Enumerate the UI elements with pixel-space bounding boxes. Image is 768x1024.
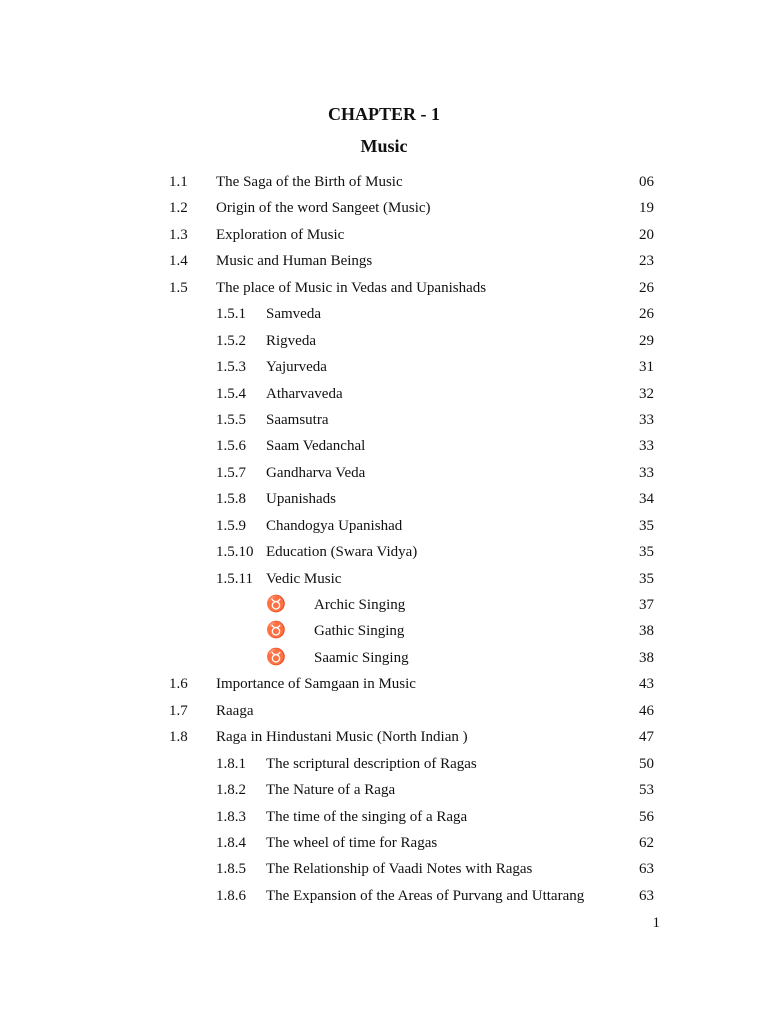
toc-entry-number: 1.8.3 xyxy=(216,808,246,825)
toc-entry-title: Yajurveda xyxy=(266,359,327,376)
toc-entry-number: 1.5.5 xyxy=(216,411,246,428)
toc-entry xyxy=(0,831,768,857)
toc-entry-title: Raga in Hindustani Music (North Indian ) xyxy=(216,729,468,746)
toc-entry xyxy=(0,540,768,566)
toc-entry-page: 47 xyxy=(639,729,654,746)
toc-entry-page: 20 xyxy=(639,226,654,243)
toc-entry-page: 62 xyxy=(639,834,654,851)
toc-entry-number: 1.5.1 xyxy=(216,306,246,323)
toc-entry xyxy=(0,408,768,434)
toc-entry xyxy=(0,699,768,725)
toc-entry-title: Saamic Singing xyxy=(314,649,409,666)
toc-entry xyxy=(0,514,768,540)
toc-entry xyxy=(0,593,768,619)
toc-entry-number: 1.5.10 xyxy=(216,544,254,561)
toc-entry xyxy=(0,249,768,275)
toc-entry-number: 1.5.4 xyxy=(216,385,246,402)
toc-entry xyxy=(0,752,768,778)
toc-entry-page: 35 xyxy=(639,517,654,534)
toc-entry-number: 1.7 xyxy=(169,702,188,719)
toc-entry-title: The Relationship of Vaadi Notes with Ragas xyxy=(266,861,533,878)
taurus-bullet-icon: ♉ xyxy=(266,648,286,666)
page-number: 1 xyxy=(652,915,660,931)
toc-entry xyxy=(0,725,768,751)
toc-entry-number: 1.8.5 xyxy=(216,861,246,878)
toc-entry xyxy=(0,355,768,381)
toc-entry xyxy=(0,646,768,672)
toc-entry-title: Vedic Music xyxy=(266,570,342,587)
toc-entry xyxy=(0,276,768,302)
toc-entry-page: 26 xyxy=(639,306,654,323)
toc-entry-number: 1.8.6 xyxy=(216,887,246,904)
toc-entry-title: The scriptural description of Ragas xyxy=(266,755,477,772)
toc-entry-page: 29 xyxy=(639,332,654,349)
toc-entry xyxy=(0,170,768,196)
toc-entry xyxy=(0,487,768,513)
toc-entry-title: The Saga of the Birth of Music xyxy=(216,174,403,190)
toc-entry xyxy=(0,382,768,408)
toc-entry-title: Gandharva Veda xyxy=(266,464,366,481)
toc-entry-number: 1.8.4 xyxy=(216,834,246,851)
toc-entry-page: 33 xyxy=(639,464,654,481)
toc-entry-title: Importance of Samgaan in Music xyxy=(216,676,416,693)
toc-entry-title: Chandogya Upanishad xyxy=(266,517,403,534)
toc-entry-title: Saamsutra xyxy=(266,411,329,428)
toc-entry-title: Saam Vedanchal xyxy=(266,438,366,455)
toc-entry xyxy=(0,672,768,698)
toc-entry-number: 1.2 xyxy=(169,200,188,217)
toc-entry-page: 26 xyxy=(639,279,654,296)
chapter-heading: CHAPTER - 1 xyxy=(328,104,440,124)
toc-entry-number: 1.3 xyxy=(169,226,188,243)
toc-entry-number: 1.5.8 xyxy=(216,491,246,508)
toc-entry-page: 53 xyxy=(639,782,654,799)
toc-entry-number: 1.8.2 xyxy=(216,782,246,799)
taurus-bullet-icon: ♉ xyxy=(266,622,286,640)
toc-entry-number: 1.5.2 xyxy=(216,332,246,349)
toc-entry-title: Education (Swara Vidya) xyxy=(266,544,418,561)
toc-entry-number: 1.5 xyxy=(169,279,188,296)
toc-entry-number: 1.5.7 xyxy=(216,464,246,481)
table-of-contents xyxy=(0,170,768,910)
toc-entry xyxy=(0,223,768,249)
toc-entry-page: 38 xyxy=(639,623,654,640)
toc-entry-title: Samveda xyxy=(266,306,321,323)
toc-entry-number: 1.8.1 xyxy=(216,755,246,772)
toc-entry-page: 63 xyxy=(639,887,654,904)
toc-entry xyxy=(0,805,768,831)
toc-entry-number: 1.4 xyxy=(169,253,188,270)
toc-entry-page: 38 xyxy=(639,649,654,666)
toc-entry-page: 23 xyxy=(639,253,654,270)
toc-entry-page: 35 xyxy=(639,544,654,561)
toc-entry xyxy=(0,857,768,883)
toc-entry-title: Rigveda xyxy=(266,332,316,349)
toc-entry-page: 31 xyxy=(639,359,654,376)
toc-entry-title: Music and Human Beings xyxy=(216,253,373,270)
toc-entry xyxy=(0,884,768,910)
toc-entry-number: 1.5.6 xyxy=(216,438,246,455)
toc-entry-page: 56 xyxy=(639,808,654,825)
toc-entry-number: 1.5.11 xyxy=(216,570,253,587)
toc-entry-title: The Expansion of the Areas of Purvang and Uttarang xyxy=(266,887,585,904)
toc-entry-page: 43 xyxy=(639,676,654,693)
toc-entry-page: 32 xyxy=(639,385,654,402)
toc-entry-title: Upanishads xyxy=(266,491,336,508)
toc-entry-title: Archic Singing xyxy=(314,597,406,613)
toc-entry-title: Exploration of Music xyxy=(216,226,345,243)
toc-entry xyxy=(0,461,768,487)
toc-entry-number: 1.6 xyxy=(169,676,188,693)
toc-entry-number: 1.5.3 xyxy=(216,359,246,376)
toc-entry-page: 19 xyxy=(639,200,654,217)
toc-entry-title: Atharvaveda xyxy=(266,385,343,402)
toc-entry-page: 37 xyxy=(639,597,654,613)
toc-entry-title: The wheel of time for Ragas xyxy=(266,834,438,851)
toc-entry xyxy=(0,196,768,222)
toc-entry-number: 1.5.9 xyxy=(216,517,246,534)
toc-entry-page: 34 xyxy=(639,491,654,508)
toc-entry-page: 06 xyxy=(639,174,654,190)
toc-entry-number: 1.8 xyxy=(169,729,188,746)
toc-entry-title: Origin of the word Sangeet (Music) xyxy=(216,200,431,217)
taurus-bullet-icon: ♉ xyxy=(266,596,286,613)
toc-entry-page: 50 xyxy=(639,755,654,772)
toc-entry-page: 35 xyxy=(639,570,654,587)
toc-entry xyxy=(0,302,768,328)
toc-entry xyxy=(0,567,768,593)
toc-entry-title: The time of the singing of a Raga xyxy=(266,808,468,825)
toc-entry-page: 33 xyxy=(639,411,654,428)
toc-entry-number: 1.1 xyxy=(169,174,188,190)
toc-entry-title: Gathic Singing xyxy=(314,623,405,640)
toc-entry xyxy=(0,329,768,355)
toc-entry-title: The place of Music in Vedas and Upanishads xyxy=(216,279,487,296)
toc-entry-title: Raaga xyxy=(216,702,254,719)
toc-entry-page: 63 xyxy=(639,861,654,878)
toc-entry-title: The Nature of a Raga xyxy=(266,782,396,799)
toc-entry xyxy=(0,434,768,460)
toc-entry xyxy=(0,619,768,645)
toc-entry-page: 33 xyxy=(639,438,654,455)
toc-entry-page: 46 xyxy=(639,702,654,719)
toc-entry xyxy=(0,778,768,804)
chapter-title: Music xyxy=(360,136,408,156)
